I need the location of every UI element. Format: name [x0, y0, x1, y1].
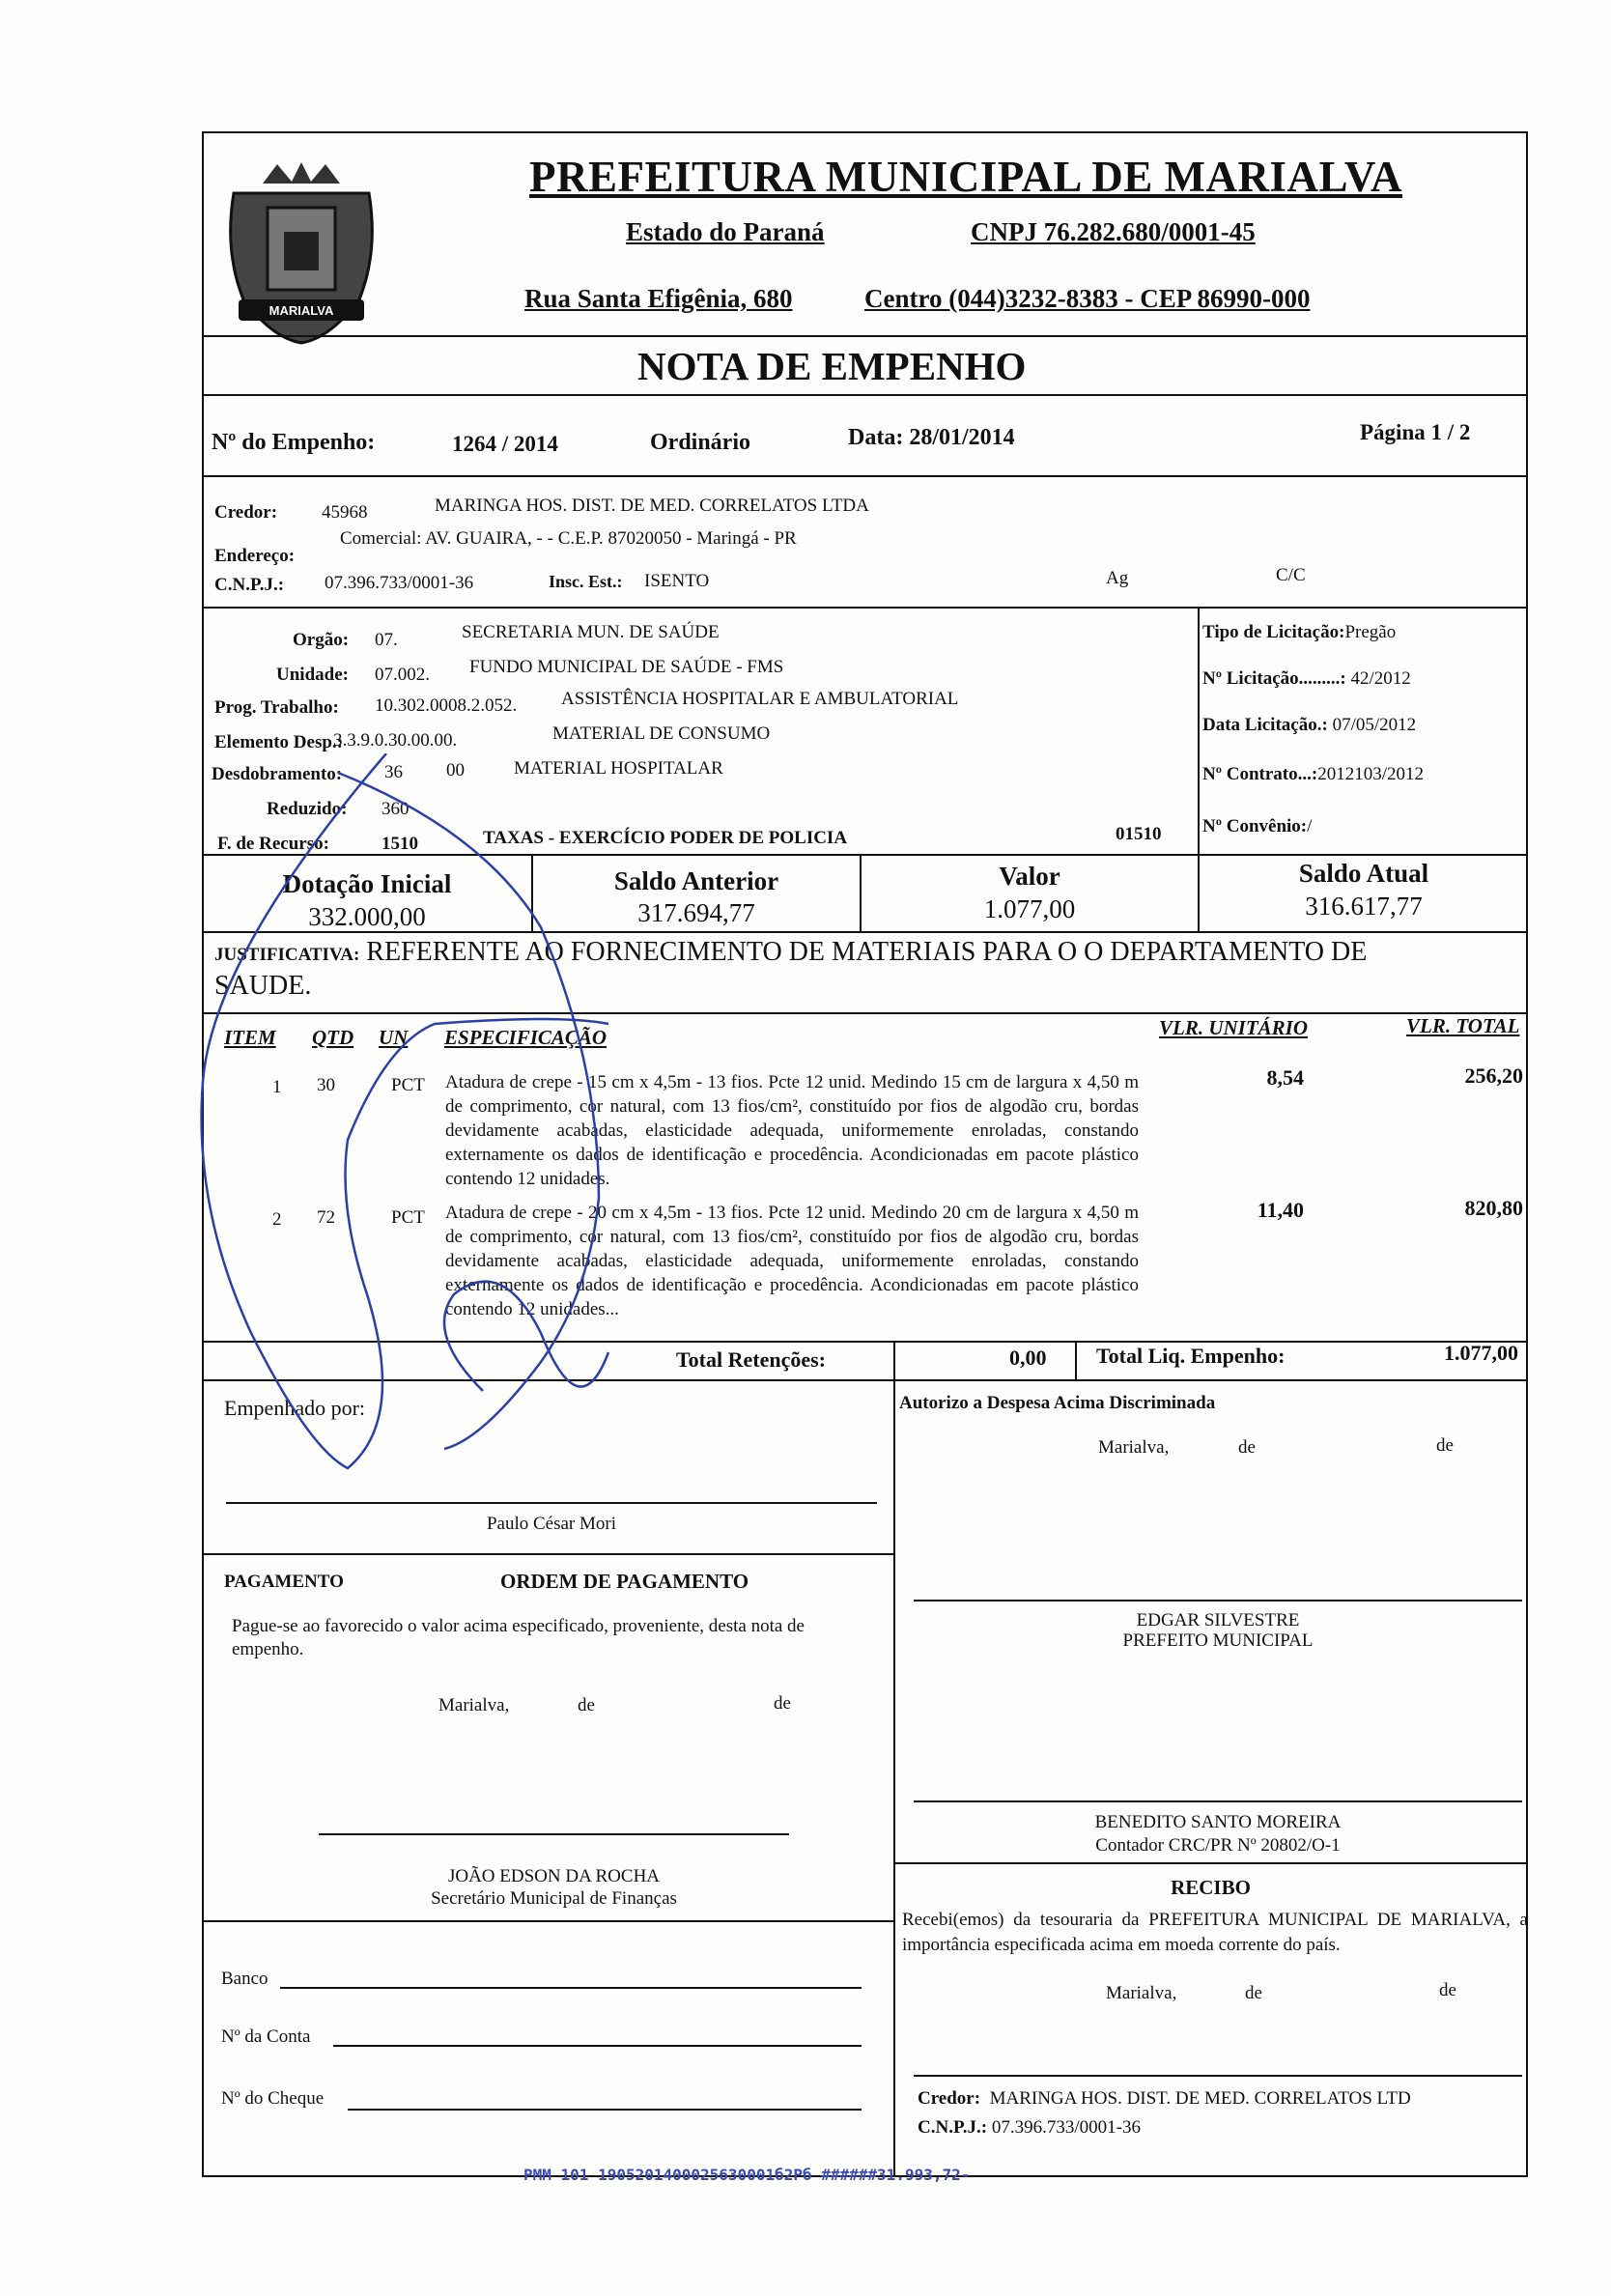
contador-name: BENEDITO SANTO MOREIRA: [1094, 1812, 1342, 1832]
empenho-kind: Ordinário: [650, 430, 751, 455]
contrato-number: Nº Contrato...:2012103/2012: [1202, 764, 1424, 784]
district-phone-cep: Centro (044)3232-8383 - CEP 86990-000: [864, 284, 1311, 313]
item-1-qtd: 30: [317, 1075, 335, 1095]
document-type-title: NOTA DE EMPENHO: [637, 344, 1027, 388]
elemento-name: MATERIAL DE CONSUMO: [552, 723, 771, 744]
item-1-total: 256,20: [1464, 1063, 1523, 1088]
item-1-un: PCT: [391, 1075, 425, 1095]
empenho-number: 1264 / 2014: [452, 432, 558, 456]
desdobramento-sub: 00: [446, 760, 465, 780]
col-un: UN: [379, 1026, 409, 1049]
item-1-number: 1: [272, 1077, 282, 1097]
convenio-number: Nº Convênio:/: [1202, 816, 1313, 836]
banco-field[interactable]: [280, 1987, 862, 1989]
elemento-label: Elemento Desp.:: [214, 732, 343, 752]
recurso-number: 01510: [1116, 824, 1162, 844]
municipal-crest-icon: [205, 155, 398, 348]
desdobramento-name: MATERIAL HOSPITALAR: [514, 758, 723, 779]
orgao-code: 07.: [375, 630, 398, 650]
recibo-place: Marialva,: [1106, 1983, 1177, 2003]
municipality-title: PREFEITURA MUNICIPAL DE MARIALVA: [529, 153, 1403, 201]
recibo-title: RECIBO: [1171, 1876, 1251, 1899]
address-label: Endereço:: [214, 546, 296, 566]
saldo-anterior-value: 317.694,77: [637, 898, 755, 927]
empenhado-por-name: Paulo César Mori: [486, 1514, 617, 1534]
prog-code: 10.302.0008.2.052.: [375, 695, 518, 716]
saldo-anterior-label: Saldo Anterior: [613, 866, 779, 895]
licitacao-date: Data Licitação.: 07/05/2012: [1202, 715, 1417, 735]
credor-cnpj: 07.396.733/0001-36: [325, 573, 474, 593]
state-name: Estado do Paraná: [626, 217, 825, 246]
recibo-cnpj: C.N.P.J.: 07.396.733/0001-36: [918, 2117, 1141, 2138]
prog-name: ASSISTÊNCIA HOSPITALAR E AMBULATORIAL: [561, 689, 959, 709]
licitacao-number: Nº Licitação.........: 42/2012: [1202, 668, 1411, 689]
col-vlr-total: VLR. TOTAL: [1406, 1014, 1520, 1037]
dotacao-label: Dotação Inicial: [282, 869, 452, 898]
saldo-atual-label: Saldo Atual: [1298, 859, 1429, 888]
banco-label: Banco: [221, 1969, 268, 1989]
unidade-label: Unidade:: [276, 665, 349, 685]
col-qtd: QTD: [312, 1026, 354, 1049]
item-1-unit-price: 8,54: [1266, 1065, 1304, 1090]
total-retencoes-label: Total Retenções:: [676, 1347, 826, 1372]
orgao-name: SECRETARIA MUN. DE SAÚDE: [462, 622, 720, 642]
cheque-label: Nº do Cheque: [221, 2088, 325, 2109]
col-item: ITEM: [224, 1026, 276, 1049]
contador-role: Contador CRC/PR Nº 20802/O-1: [1095, 1835, 1341, 1856]
recurso-code: 1510: [382, 834, 418, 854]
item-2-total: 820,80: [1464, 1196, 1523, 1220]
credor-label: Credor:: [214, 502, 278, 523]
item-2-un: PCT: [391, 1207, 425, 1228]
prefeito-role: PREFEITO MUNICIPAL: [1122, 1630, 1314, 1651]
item-2-spec: Atadura de crepe - 20 cm x 4,5m - 13 fios. Pcte 12 unid. Medindo 20 cm de largura x 4,50 m de comprimento, cor natural, com 13 fios/cm², constituído por fios de algodão cru, bordas devidamente acabadas, elasticidade adequada, uniformemente enroladas, constando externamente os dados de identificação e procedência. Acondicionadas em pacote plástico contendo 12 unidades...: [445, 1203, 1139, 1319]
page-number: Página 1 / 2: [1360, 420, 1471, 444]
secretario-role: Secretário Municipal de Finanças: [431, 1888, 677, 1909]
cnpj-label: C.N.P.J.:: [214, 575, 285, 595]
recurso-label: F. de Recurso:: [217, 834, 329, 854]
conta-label: Nº da Conta: [221, 2027, 311, 2047]
total-liquido-label: Total Liq. Empenho:: [1096, 1344, 1286, 1368]
elemento-code: 3.3.9.0.30.00.00.: [333, 730, 458, 751]
pagamento-de-2: de: [774, 1693, 791, 1714]
empenho-date: Data: 28/01/2014: [848, 425, 1015, 450]
credor-insc: ISENTO: [644, 571, 710, 591]
autorizo-label: Autorizo a Despesa Acima Discriminada: [899, 1393, 1216, 1413]
bank-agency-label: Ag: [1106, 568, 1129, 588]
item-2-number: 2: [272, 1209, 282, 1230]
total-liquido-value: 1.077,00: [1444, 1341, 1518, 1365]
pagamento-place: Marialva,: [438, 1695, 510, 1715]
pague-se-text: Pague-se ao favorecido o valor acima especificado, proveniente, desta nota de empenho.: [232, 1616, 805, 1659]
desdobramento-code: 36: [384, 762, 403, 782]
reduzido-label: Reduzido:: [267, 799, 348, 819]
dotacao-value: 332.000,00: [308, 902, 426, 931]
licitacao-type: Tipo de Licitação:Pregão: [1202, 622, 1397, 642]
recibo-de-2: de: [1439, 1980, 1456, 2000]
item-1-spec: Atadura de crepe - 15 cm x 4,5m - 13 fios. Pcte 12 unid. Medindo 15 cm de largura x 4,50 m de comprimento, cor natural, com 13 fios/cm², constituído por fios de algodão cru, bordas devidamente acabadas, elasticidade adequada, uniformemente enroladas, constando externamente os dados de identificação e procedência. Acondicionadas em pacote plástico contendo 12 unidades.: [445, 1072, 1139, 1189]
unidade-code: 07.002.: [375, 665, 430, 685]
valor-label: Valor: [999, 862, 1060, 891]
cnpj-header: CNPJ 76.282.680/0001-45: [971, 217, 1256, 246]
col-vlr-unitario: VLR. UNITÁRIO: [1159, 1016, 1309, 1039]
orgao-label: Orgão:: [293, 630, 350, 650]
bank-account-label: C/C: [1276, 565, 1306, 585]
total-retencoes-value: 0,00: [1009, 1346, 1047, 1370]
empenhado-por-label: Empenhado por:: [224, 1396, 366, 1420]
cheque-field[interactable]: [348, 2109, 862, 2111]
valor-value: 1.077,00: [983, 894, 1076, 923]
conta-field[interactable]: [333, 2045, 862, 2047]
street-address: Rua Santa Efigênia, 680: [524, 284, 793, 313]
saldo-atual-value: 316.617,77: [1305, 892, 1423, 921]
credor-address: Comercial: AV. GUAIRA, - - C.E.P. 87020050 - Maringá - PR: [340, 528, 797, 549]
svg-text:MARIALVA: MARIALVA: [268, 303, 334, 318]
autorizo-place: Marialva,: [1098, 1437, 1170, 1458]
pagamento-label: PAGAMENTO: [224, 1572, 344, 1592]
footer-stamp: PMM 101 1905201400025630001б2Pб ######31.993,72-: [523, 2166, 971, 2184]
recibo-text: Recebi(emos) da tesouraria da PREFEITURA MUNICIPAL DE MARIALVA, a importância especificada acima em moeda corrente do país.: [902, 1910, 1528, 1955]
credor-code: 45968: [322, 502, 368, 523]
reduzido-value: 360: [382, 799, 410, 819]
prog-label: Prog. Trabalho:: [214, 697, 339, 718]
secretario-name: JOÃO EDSON DA ROCHA: [447, 1866, 661, 1886]
item-2-unit-price: 11,40: [1257, 1198, 1304, 1222]
recibo-credor: Credor: MARINGA HOS. DIST. DE MED. CORRELATOS LTD: [918, 2088, 1411, 2109]
credor-name: MARINGA HOS. DIST. DE MED. CORRELATOS LTDA: [435, 496, 869, 516]
unidade-name: FUNDO MUNICIPAL DE SAÚDE - FMS: [469, 657, 784, 677]
prefeito-name: EDGAR SILVESTRE: [1136, 1610, 1300, 1630]
recurso-name: TAXAS - EXERCÍCIO PODER DE POLICIA: [483, 828, 848, 848]
pagamento-de-1: de: [578, 1695, 595, 1715]
empenho-label: Nº do Empenho:: [212, 430, 376, 455]
insc-label: Insc. Est.:: [549, 572, 623, 591]
autorizo-de-2: de: [1436, 1435, 1454, 1456]
item-2-qtd: 72: [317, 1207, 335, 1228]
desdobramento-label: Desdobramento:: [212, 764, 343, 784]
recibo-de-1: de: [1245, 1983, 1262, 2003]
col-especificacao: ESPECIFICAÇÃO: [444, 1026, 608, 1049]
autorizo-de-1: de: [1238, 1437, 1256, 1458]
justificativa: JUSTIFICATIVA: REFERENTE AO FORNECIMENTO DE MATERIAIS PARA O O DEPARTAMENTO DE SAUDE.: [214, 937, 1368, 1001]
ordem-pagamento-label: ORDEM DE PAGAMENTO: [500, 1570, 749, 1593]
